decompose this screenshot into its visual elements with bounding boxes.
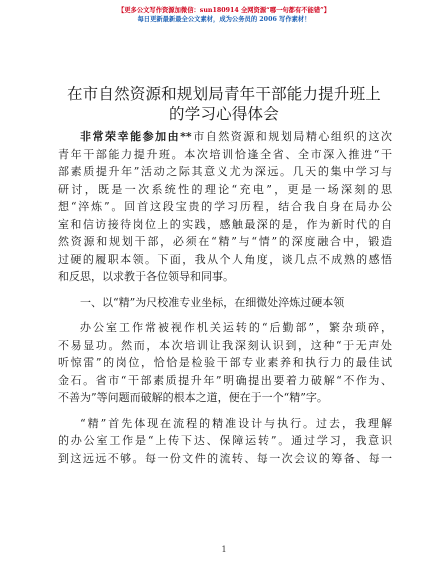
title-line-2: 的学习心得体会 [169, 105, 279, 123]
paragraph-1-line: 部素质提升年”活动之际其意义尤为深远。几天的集中学习与 [58, 165, 392, 178]
paragraph-1-line: 然资源和规划干部，必须在“精”与“情”的深度融合中，锻造 [58, 235, 392, 248]
page-number: 1 [221, 545, 227, 554]
header-banner [0, 6, 448, 24]
paragraph-1-line [58, 128, 392, 146]
paragraph-2-line: 不易显功。然而，本次培训让我深刻认识到，这种“于无声处 [58, 338, 392, 352]
paragraph-3-line: 的办公室工作是“上传下达、保障运转”。通过学习，我意识 [58, 434, 392, 447]
lead-in-bold: 非常荣幸能参加由** [80, 130, 192, 143]
paragraph-2-line: 不善为”等问题而破解的根本之道，便在于一个“精”字。 [58, 391, 328, 404]
paragraph-1-line: 过硬的履职本领。下面，我从个人角度，谈几点不成熟的感悟 [58, 252, 392, 266]
banner-line-1: 【更多公文写作资源加微信：sun180914 全网资源“哪一句都有不能错”】 [117, 7, 331, 14]
document-title [40, 84, 408, 124]
section-heading-1: 一、以“精”为尺校准专业坐标，在细微处淬炼过硬本领 [80, 295, 345, 309]
paragraph-1-line: 想“淬炼”。回首这段宝贵的学习历程，结合我自身在局办公 [58, 200, 392, 213]
paragraph-2-line: 办公室工作常被视作机关运转的“后勤部”，繁杂琐碎， [80, 321, 392, 334]
paragraph-3-line: “精”首先体现在流程的精准设计与执行。过去，我理解 [80, 416, 392, 430]
lead-in-rest: 市自然资源和规划局精心组织的这次 [191, 130, 392, 143]
paragraph-2-line: 听惊雷”的岗位，恰恰是检验干部专业素养和执行力的最佳试 [58, 356, 392, 369]
document-body [58, 128, 392, 467]
title-line-1: 在市自然资源和规划局青年干部能力提升班上 [66, 85, 381, 103]
paragraph-1-line: 和反思，以求教于各位领导和同事。 [58, 270, 234, 283]
paragraph-1-line: 研讨，既是一次系统性的理论“充电”，更是一场深刻的思 [58, 182, 392, 196]
paragraph-1-line: 青年干部能力提升班。本次培训恰逢全省、全市深入推进“干 [58, 147, 392, 161]
paragraph-3-line: 到这远远不够。每一份文件的流转、每一次会议的筹备、每一 [58, 451, 392, 465]
banner-line-2: 每日更新最新最全公文素材，成为公务员的 2006 写作素材！ [137, 16, 311, 23]
paragraph-1-line: 室和信访接待岗位上的实践，感触最深的是，作为新时代的自 [58, 217, 392, 231]
paragraph-2-line: 金石。省市“干部素质提升年”明确提出要着力破解“不作为、 [58, 373, 392, 387]
